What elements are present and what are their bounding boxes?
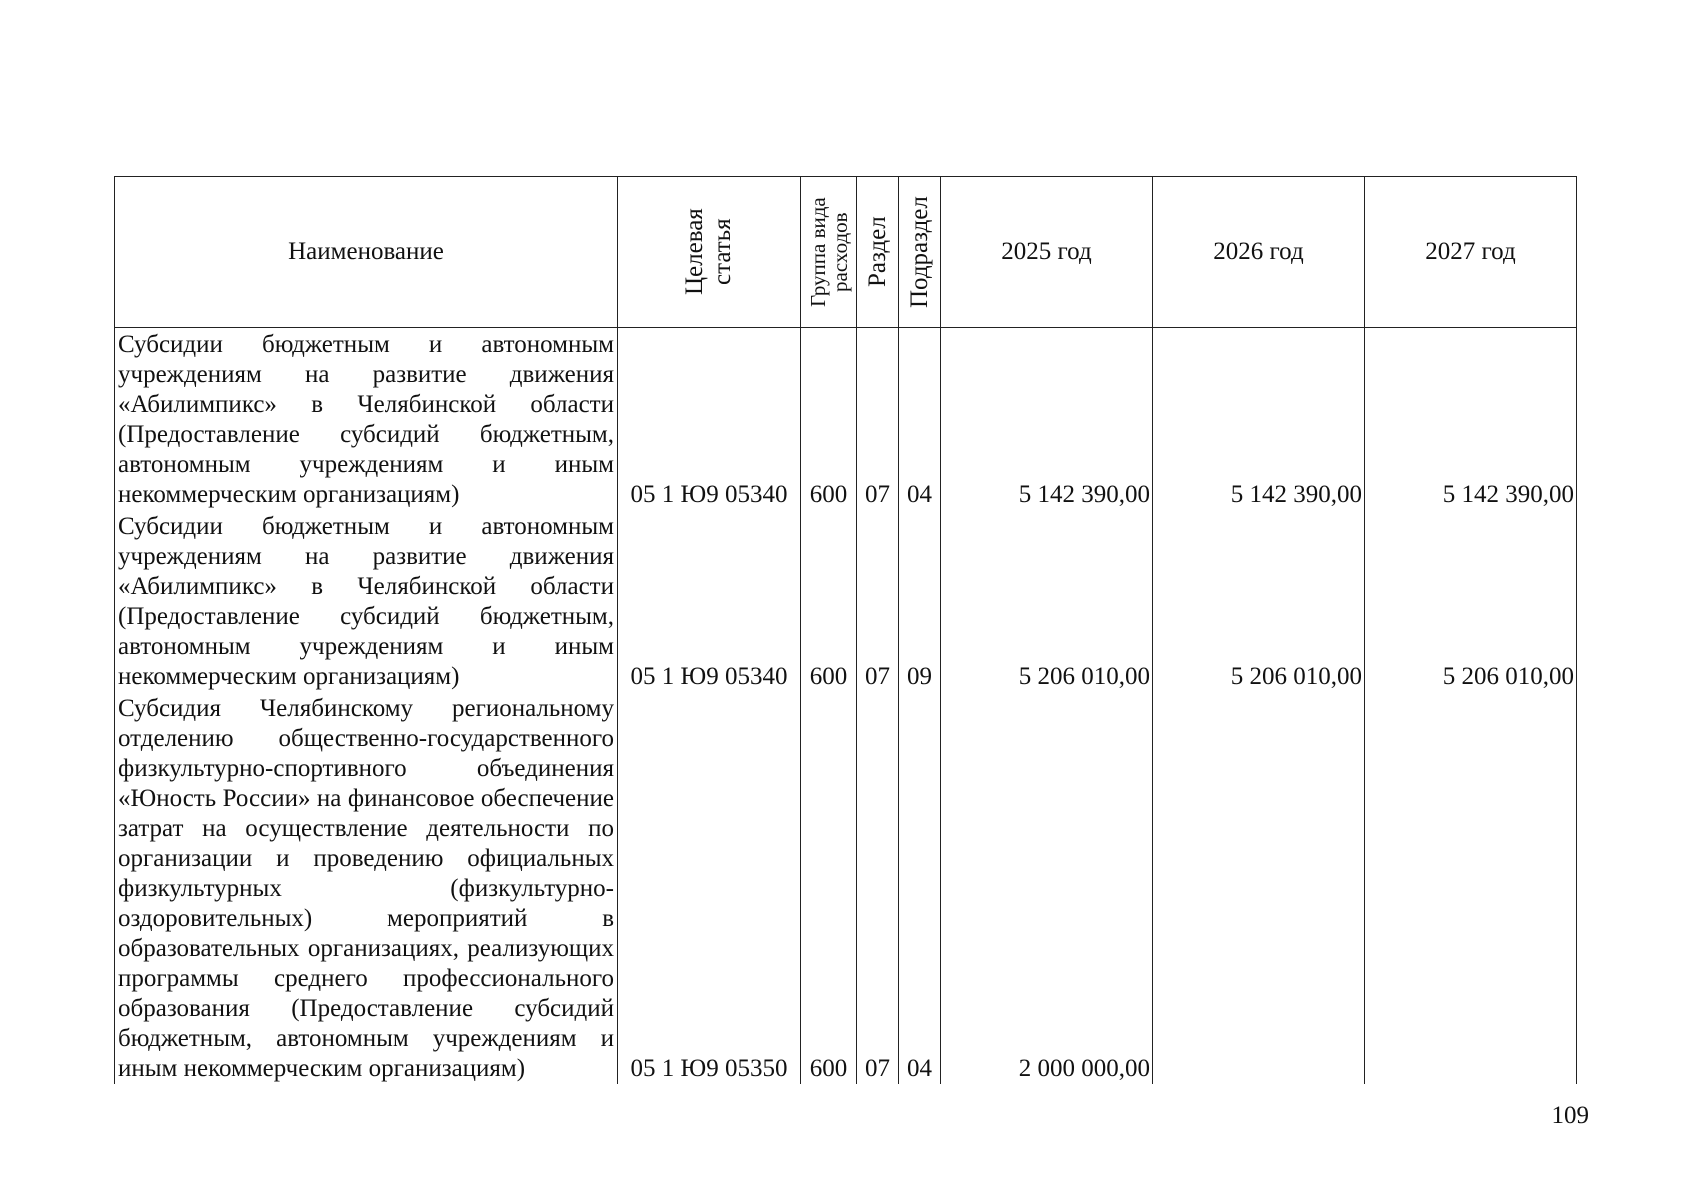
header-target-article-label: Целевая статья: [681, 208, 736, 296]
table-row: [115, 510, 1577, 692]
header-subsection: [899, 177, 941, 328]
header-subsection-label: Подраздел: [905, 196, 933, 308]
row-expense-group: 600: [801, 692, 857, 1084]
row-2025: 5 142 390,00: [941, 328, 1153, 511]
page-number: 109: [1551, 1102, 1589, 1129]
row-section: 07: [857, 510, 899, 692]
row-2026: 5 142 390,00: [1153, 328, 1365, 511]
budget-table: [114, 176, 1577, 1084]
row-2027: [1365, 692, 1577, 1084]
table-row: [115, 692, 1577, 1084]
row-name: [115, 510, 618, 692]
row-expense-group: 600: [801, 328, 857, 511]
row-name-text: Субсидии бюджетным и автономным учреждениям на развитие движения «Абилимпикс» в Челябинской области (Предоставление субсидий бюджетным, автономным учреждениям и иным некоммерческим организациям): [118, 331, 614, 508]
table-row: [115, 328, 1577, 511]
header-2026: 2026 год: [1153, 177, 1365, 328]
header-expense-group: [801, 177, 857, 328]
header-section: [857, 177, 899, 328]
row-subsection: 09: [899, 510, 941, 692]
header-target-article: [618, 177, 801, 328]
row-target-article: 05 1 Ю9 05340: [618, 510, 801, 692]
row-name: [115, 328, 618, 511]
header-row: [115, 177, 1577, 328]
row-2025: 5 206 010,00: [941, 510, 1153, 692]
row-target-article: 05 1 Ю9 05340: [618, 328, 801, 511]
row-expense-group: 600: [801, 510, 857, 692]
row-2026: 5 206 010,00: [1153, 510, 1365, 692]
header-2025: 2025 год: [941, 177, 1153, 328]
row-target-article: 05 1 Ю9 05350: [618, 692, 801, 1084]
header-section-label: Раздел: [863, 216, 891, 288]
row-2026: [1153, 692, 1365, 1084]
header-expense-group-label: Группа вида расходов: [805, 197, 852, 307]
row-2025: 2 000 000,00: [941, 692, 1153, 1084]
row-name: [115, 692, 618, 1084]
row-subsection: 04: [899, 692, 941, 1084]
row-2027: 5 142 390,00: [1365, 328, 1577, 511]
header-name: Наименование: [115, 177, 618, 328]
header-2027: 2027 год: [1365, 177, 1577, 328]
row-name-text: Субсидии бюджетным и автономным учреждениям на развитие движения «Абилимпикс» в Челябинской области (Предоставление субсидий бюджетным, автономным учреждениям и иным некоммерческим организациям): [118, 513, 614, 690]
row-name-text: Субсидия Челябинскому региональному отделению общественно-государственного физкультурно-спортивного объединения «Юность России» на финансовое обеспечение затрат на осуществление деятельности по организации и проведению официальных физкультурных (физкультурно-оздоровительных) мероприятий в образовательных организациях, реализующих программы среднего профессионального образования (Предоставление субсидий бюджетным, автономным учреждениям и иным некоммерческим организациям): [118, 695, 614, 1082]
row-2027: 5 206 010,00: [1365, 510, 1577, 692]
row-section: 07: [857, 328, 899, 511]
row-section: 07: [857, 692, 899, 1084]
row-subsection: 04: [899, 328, 941, 511]
